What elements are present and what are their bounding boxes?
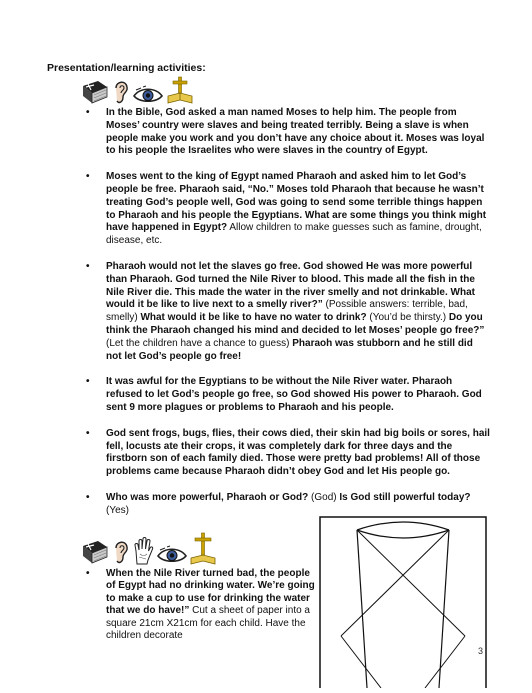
bold-text: What would it be like to have no water to drink? xyxy=(140,312,367,324)
note-text: (Yes) xyxy=(106,504,129,516)
activity-item xyxy=(86,376,490,414)
activity-item xyxy=(86,261,490,363)
page-number: 3 xyxy=(478,646,484,656)
activity-item xyxy=(86,428,490,479)
bullet-marker: • xyxy=(86,171,90,183)
learning-styles-icons-2 xyxy=(80,532,216,566)
note-text: Allow children to make guesses such as famine, drought, disease, etc. xyxy=(106,222,482,247)
cup-folding-diagram xyxy=(319,516,487,688)
activity-item xyxy=(86,492,490,518)
bullet-marker: • xyxy=(86,427,90,439)
bold-text: Is God still powerful today? xyxy=(339,491,471,503)
note-text: (Possible answers: terrible, bad, smelly) xyxy=(106,299,468,324)
bold-text: It was awful for the Egyptians to be without the Nile River water. Pharaoh refused to let God’s people go free, so God showed His power to Pharaoh. God sent 9 more plagues or problems to Pharaoh and his people. xyxy=(106,376,482,413)
note-text: (Let the children have a chance to guess) xyxy=(106,337,293,349)
note-text: Cut a sheet of paper into a square 21cm X21cm for each child. Have the children decorate xyxy=(106,605,310,642)
ear-icon xyxy=(112,78,130,106)
section-heading: Presentation/learning activities: xyxy=(47,62,206,74)
bullet-marker: • xyxy=(86,376,90,388)
bible-icon xyxy=(80,78,110,106)
activity-item xyxy=(86,568,316,642)
bold-text: Pharaoh was stubborn and he still did not let God’s people go free! xyxy=(106,337,473,362)
hand-icon xyxy=(132,536,154,566)
bold-text: In the Bible, God asked a man named Moses to help him. The people from Moses’ country were slaves and being treated terribly. Being a slave is when people make you work and you don’t have any choice about it. Moses was loyal to his people the Israelites who were slaves in the country of Egypt. xyxy=(106,107,485,157)
cross-icon xyxy=(190,532,216,566)
bold-text: Who was more powerful, Pharaoh or God? xyxy=(106,491,309,503)
open-bible-icon xyxy=(166,76,194,106)
bible-icon xyxy=(80,538,110,566)
bold-text: God sent frogs, bugs, flies, their cows died, their skin had big boils or sores, hail fell, locusts ate their crops, it was completely dark for three days and the firstborn son of each family died. Those were pretty bad problems! All of those problems came because Pharaoh didn’t obey God and let His people go. xyxy=(106,427,490,478)
bold-text: When the Nile River turned bad, the people of Egypt had no drinking water. We’re going to make a cup to use for drinking the water that we do have!” xyxy=(106,568,315,617)
cup-activity-list xyxy=(86,568,316,642)
note-text: (You’d be thirsty.) xyxy=(366,312,449,324)
bullet-marker: • xyxy=(86,107,90,118)
bullet-marker: • xyxy=(86,260,90,272)
eye-icon xyxy=(156,544,188,566)
bold-text: Pharaoh would not let the slaves go free. God showed He was more powerful than Pharaoh. God turned the Nile River to blood. This made all the fish in the Nile River die. This made the water in the river smelly and not drinkable. What would it be like to live next to a smelly river?” xyxy=(106,260,475,311)
learning-styles-icons xyxy=(80,76,194,106)
activity-list xyxy=(86,107,490,531)
bullet-marker: • xyxy=(86,491,90,503)
note-text: (God) xyxy=(308,491,340,503)
ear-icon xyxy=(112,538,130,566)
bold-text: Do you think the Pharaoh changed his mind and decided to let Moses’ people go free?” xyxy=(106,312,485,336)
bold-text: Moses went to the king of Egypt named Pharaoh and asked him to let God’s people be free. Pharaoh said, “No.” Moses told Pharaoh that because he wasn’t treating God’s people well, God was going to send some terrible things happen to Pharaoh and his people the Egyptians. What are some things you think might have happened in Egypt? xyxy=(106,171,487,234)
activity-item xyxy=(86,171,490,248)
activity-item xyxy=(86,107,490,158)
eye-icon xyxy=(132,84,164,106)
bullet-marker: • xyxy=(86,568,90,579)
